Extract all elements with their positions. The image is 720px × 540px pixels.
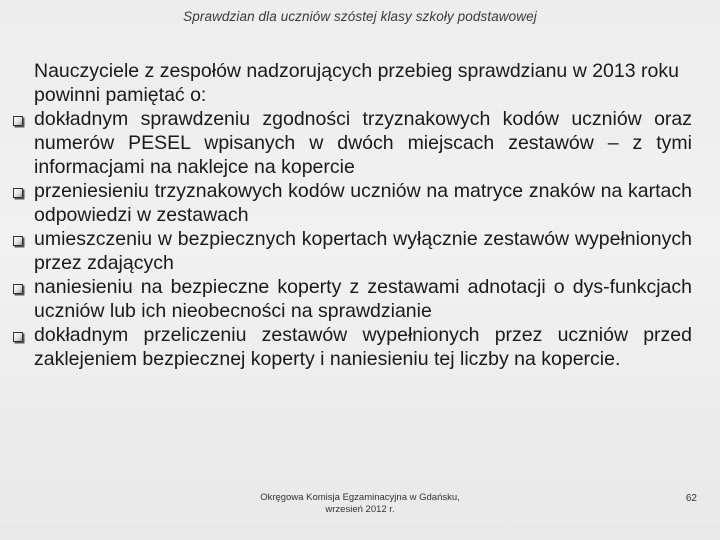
bullet-list	[34, 107, 692, 371]
bullet-item	[34, 323, 692, 371]
bullet-item	[34, 179, 692, 227]
bullet-item	[34, 227, 692, 275]
bullet-text: umieszczeniu w bezpiecznych kopertach wyłącznie zestawów wypełnionych przez zdających	[34, 228, 692, 274]
footer-credit	[215, 492, 505, 516]
square-bullet-icon	[13, 188, 23, 198]
square-bullet-icon	[13, 116, 23, 126]
square-bullet-icon	[13, 236, 23, 246]
footer-line-date: wrzesień 2012 r.	[325, 504, 395, 515]
square-bullet-icon	[13, 284, 23, 294]
slide-content	[34, 59, 692, 371]
square-bullet-icon	[13, 332, 23, 342]
footer-line-organization: Okręgowa Komisja Egzaminacyjna w Gdańsku,	[260, 492, 460, 503]
bullet-item	[34, 275, 692, 323]
bullet-text: przeniesieniu trzyznakowych kodów uczniów na matryce znaków na kartach odpowiedzi w zestawach	[34, 180, 692, 226]
bullet-text: dokładnym przeliczeniu zestawów wypełnionych przez uczniów przed zaklejeniem bezpiecznej koperty i naniesieniu tej liczby na kopercie.	[34, 324, 692, 370]
page-number: 62	[685, 493, 697, 504]
bullet-item	[34, 107, 692, 179]
intro-text: Nauczyciele z zespołów nadzorujących przebieg sprawdzianu w 2013 roku powinni pamiętać o:	[34, 60, 679, 106]
slide-header: Sprawdzian dla uczniów szóstej klasy szkoły podstawowej	[183, 9, 537, 24]
bullet-text: dokładnym sprawdzeniu zgodności trzyznakowych kodów uczniów oraz numerów PESEL wpisanych w dwóch miejscach zestawów – z tymi informacjami na naklejce na kopercie	[34, 108, 692, 178]
bullet-text: naniesieniu na bezpieczne koperty z zestawami adnotacji o dys-funkcjach uczniów lub ich nieobecności na sprawdzianie	[34, 276, 692, 322]
